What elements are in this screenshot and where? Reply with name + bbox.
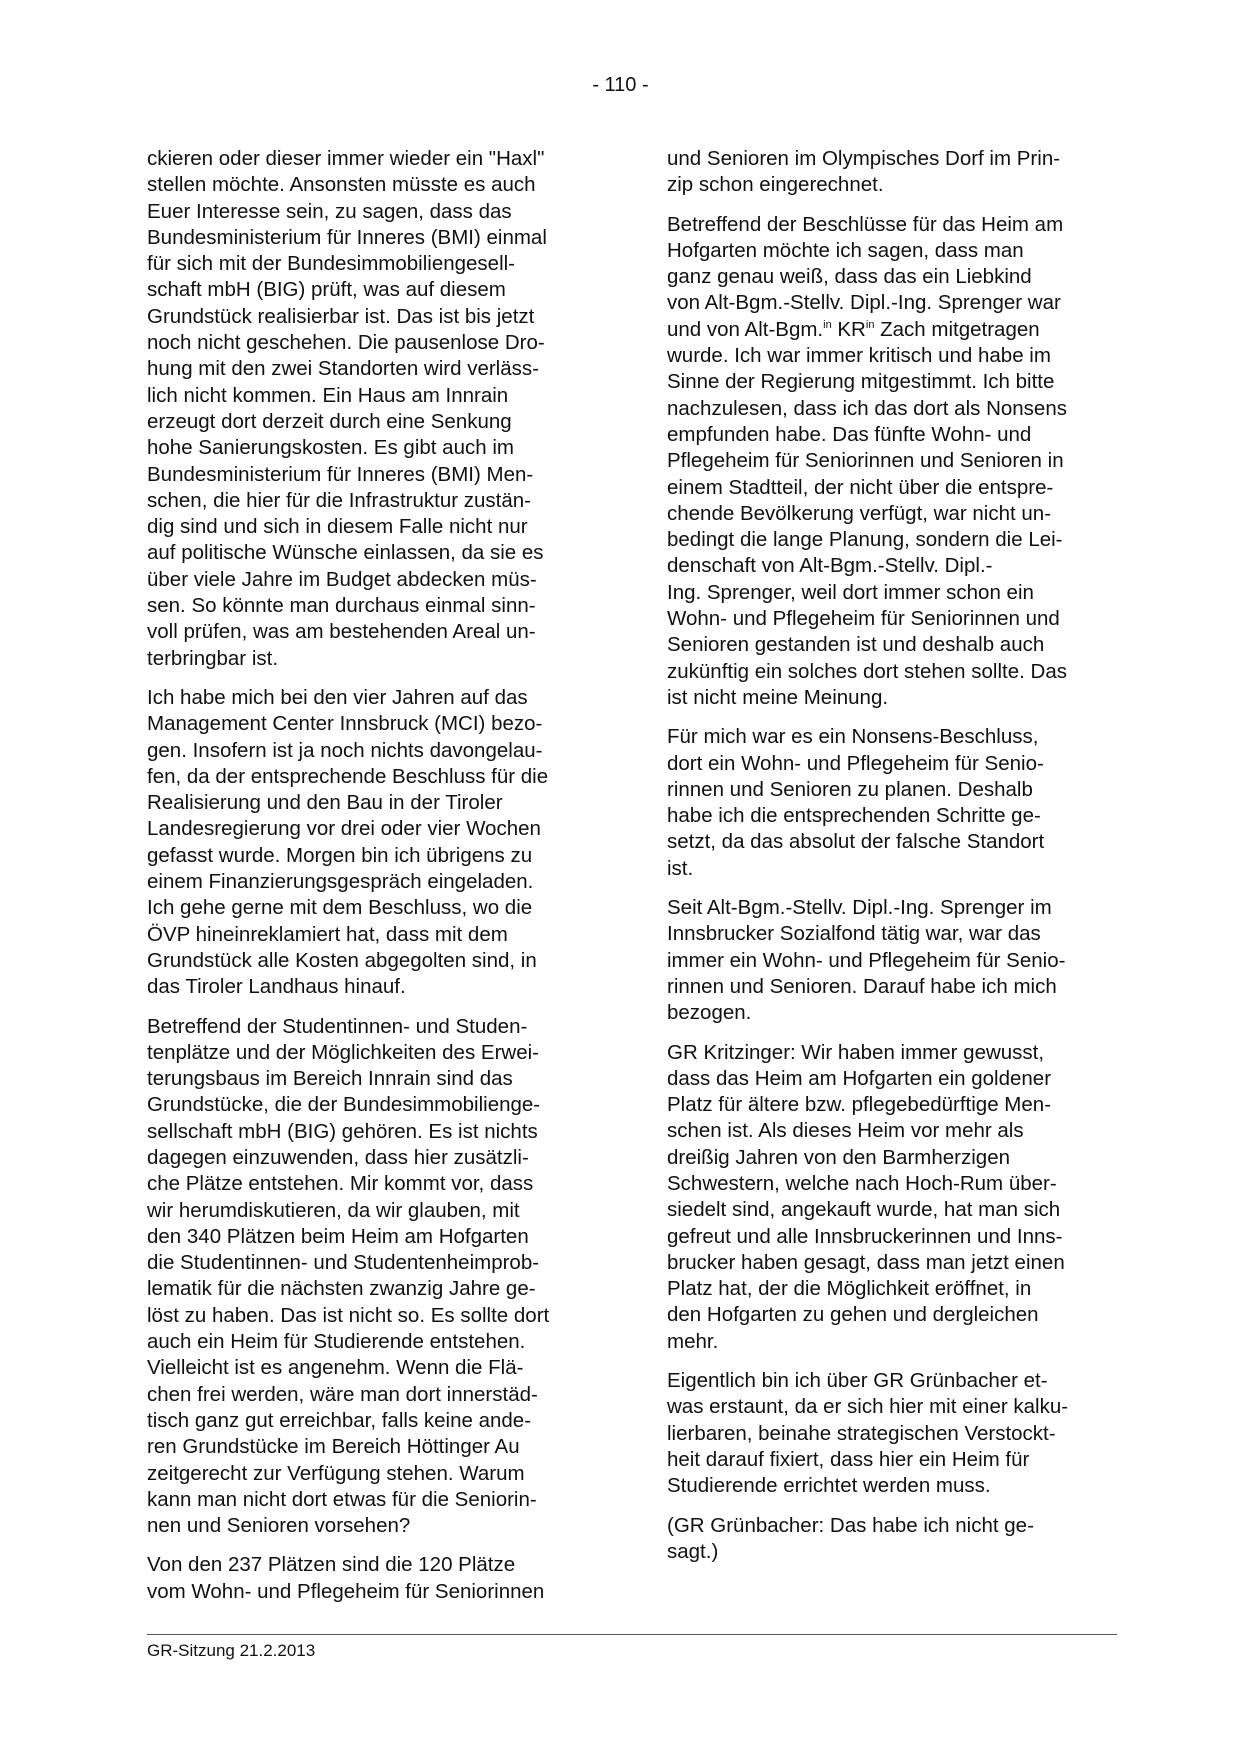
text-line: (GR Grünbacher: Das habe ich nicht ge-: [667, 1513, 1034, 1537]
text-line: sagt.): [667, 1539, 719, 1563]
text-line: nachzulesen, dass ich das dort als Nonsens: [667, 396, 1067, 420]
text-line: zeitgerecht zur Verfügung stehen. Warum: [147, 1461, 525, 1485]
text-fragment: KR: [831, 317, 866, 341]
text-line: den 340 Plätzen beim Heim am Hofgarten: [147, 1224, 529, 1248]
text-line: für sich mit der Bundesimmobiliengesell-: [147, 252, 516, 276]
text-line: gefreut und alle Innsbruckerinnen und Inns-: [667, 1224, 1063, 1248]
text-line: Betreffend der Studentinnen- und Studen-: [147, 1014, 528, 1038]
superscript: in: [865, 318, 875, 331]
text-line: dreißig Jahren von den Barmherzigen: [667, 1145, 1010, 1169]
text-line: voll prüfen, was am bestehenden Areal un-: [147, 620, 536, 644]
text-line: das Tiroler Landhaus hinauf.: [147, 975, 406, 999]
text-line: Vielleicht ist es angenehm. Wenn die Flä-: [147, 1356, 524, 1380]
text-line: dagegen einzuwenden, dass hier zusätzli-: [147, 1145, 529, 1169]
text-line: Für mich war es ein Nonsens-Beschluss,: [667, 725, 1039, 749]
text-line: denschaft von Alt-Bgm.-Stellv. Dipl.-: [667, 554, 993, 578]
text-line: kann man nicht dort etwas für die Seniorin-: [147, 1487, 537, 1511]
text-line: ren Grundstücke im Bereich Höttinger Au: [147, 1435, 520, 1459]
text-line: Sinne der Regierung mitgestimmt. Ich bitte: [667, 370, 1055, 394]
text-line: setzt, da das absolut der falsche Standort: [667, 830, 1045, 854]
paragraph: [667, 1513, 1119, 1566]
text-line: einem Stadtteil, der nicht über die entspre-: [667, 475, 1054, 499]
text-line-with-superscripts: [667, 317, 1119, 343]
text-line: tisch ganz gut erreichbar, falls keine ande-: [147, 1408, 532, 1432]
text-fragment: Zach mitgetragen: [874, 317, 1040, 341]
text-line: Studierende errichtet werden muss.: [667, 1474, 991, 1498]
text-line: Betreffend der Beschlüsse für das Heim am: [667, 212, 1064, 236]
text-line: und Senioren im Olympisches Dorf im Prin-: [667, 147, 1061, 170]
text-line: dig sind und sich in diesem Falle nicht nur: [147, 515, 528, 539]
text-line: rinnen und Senioren. Darauf habe ich mich: [667, 974, 1057, 998]
left-column: [147, 146, 599, 1618]
paragraph: [147, 1014, 599, 1540]
text-line: bezogen.: [667, 1001, 752, 1025]
text-line: Platz für ältere bzw. pflegebedürftige Men-: [667, 1093, 1052, 1117]
text-line: hohe Sanierungskosten. Es gibt auch im: [147, 436, 514, 460]
paragraph: [667, 212, 1119, 712]
text-line: Realisierung und den Bau in der Tiroler: [147, 791, 503, 815]
text-line: brucker haben gesagt, dass man jetzt einen: [667, 1250, 1065, 1274]
paragraph: [667, 146, 1119, 199]
text-line: gefasst wurde. Morgen bin ich übrigens zu: [147, 843, 533, 867]
right-column: [667, 146, 1119, 1578]
paragraph: [147, 1552, 599, 1605]
text-line: löst zu haben. Das ist nicht so. Es sollte dort: [147, 1303, 550, 1327]
text-line: wurde. Ich war immer kritisch und habe im: [667, 344, 1051, 368]
text-line: die Studentinnen- und Studentenheimprob-: [147, 1251, 540, 1275]
text-line: sellschaft mbH (BIG) gehören. Es ist nichts: [147, 1119, 538, 1143]
text-line: mehr.: [667, 1329, 719, 1353]
text-line: auch ein Heim für Studierende entstehen.: [147, 1330, 526, 1354]
text-line: gen. Insofern ist ja noch nichts davongelau-: [147, 738, 543, 762]
text-line: tenplätze und der Möglichkeiten des Erwei-: [147, 1040, 539, 1064]
text-line: Ich habe mich bei den vier Jahren auf das: [147, 685, 528, 709]
text-line: noch nicht geschehen. Die pausenlose Dro-: [147, 331, 545, 355]
paragraph: [667, 1040, 1119, 1356]
text-line: Pflegeheim für Seniorinnen und Senioren in: [667, 449, 1064, 473]
text-line: lich nicht kommen. Ein Haus am Innrain: [147, 383, 509, 407]
text-line: empfunden habe. Das fünfte Wohn- und: [667, 422, 1032, 446]
text-line: bedingt die lange Planung, sondern die Lei-: [667, 528, 1063, 552]
text-line: von Alt-Bgm.-Stellv. Dipl.-Ing. Sprenger war: [667, 291, 1061, 315]
paragraph: [147, 685, 599, 1001]
paragraph: [667, 724, 1119, 882]
text-line: Innsbrucker Sozialfond tätig war, war das: [667, 922, 1041, 946]
paragraph: [667, 895, 1119, 1026]
text-line: terbringbar ist.: [147, 646, 279, 670]
text-line: schaft mbH (BIG) prüft, was auf diesem: [147, 278, 506, 302]
text-line: Von den 237 Plätzen sind die 120 Plätze: [147, 1553, 516, 1577]
text-line: erzeugt dort derzeit durch eine Senkung: [147, 409, 512, 433]
text-line: vom Wohn- und Pflegeheim für Seniorinnen: [147, 1579, 545, 1603]
text-line: sen. So könnte man durchaus einmal sinn-: [147, 594, 536, 618]
text-line: heit darauf fixiert, dass hier ein Heim für: [667, 1447, 1030, 1471]
text-line: schen, die hier für die Infrastruktur zustän-: [147, 488, 531, 512]
paragraph: [147, 146, 599, 672]
text-line: stellen möchte. Ansonsten müsste es auch: [147, 173, 536, 197]
paragraph: [667, 1368, 1119, 1499]
text-line: Bundesministerium für Inneres (BMI) Men-: [147, 462, 534, 486]
text-line: auf politische Wünsche einlassen, da sie es: [147, 541, 544, 565]
text-line: Grundstück realisierbar ist. Das ist bis jetzt: [147, 304, 535, 328]
text-line: Eigentlich bin ich über GR Grünbacher et-: [667, 1369, 1048, 1393]
superscript: in: [823, 318, 832, 331]
text-line: einem Finanzierungsgespräch eingeladen.: [147, 870, 534, 894]
text-line: Landesregierung vor drei oder vier Wochen: [147, 817, 541, 841]
text-line: Wohn- und Pflegeheim für Seniorinnen und: [667, 607, 1060, 631]
text-line: über viele Jahre im Budget abdecken müs-: [147, 567, 537, 591]
text-line: chende Bevölkerung verfügt, war nicht un-: [667, 501, 1052, 525]
text-line: chen frei werden, wäre man dort innerstäd-: [147, 1382, 538, 1406]
footer-divider: [147, 1634, 1117, 1635]
text-line: Senioren gestanden ist und deshalb auch: [667, 633, 1045, 657]
text-line: zukünftig ein solches dort stehen sollte. Das: [667, 659, 1067, 683]
page-number: - 110 -: [592, 74, 649, 96]
text-line: schen ist. Als dieses Heim vor mehr als: [667, 1119, 1024, 1143]
text-line: ganz genau weiß, dass das ein Liebkind: [667, 265, 1032, 289]
text-line: lierbaren, beinahe strategischen Verstockt-: [667, 1421, 1056, 1445]
text-line: wir herumdiskutieren, da wir glauben, mit: [147, 1198, 520, 1222]
text-line: fen, da der entsprechende Beschluss für die: [147, 764, 549, 788]
text-fragment: und von Alt-Bgm.: [667, 317, 824, 341]
text-line: terungsbaus im Bereich Innrain sind das: [147, 1067, 513, 1091]
text-line: ckieren oder dieser immer wieder ein "Haxl": [147, 147, 545, 170]
text-line: Grundstück alle Kosten abgegolten sind, in: [147, 948, 537, 972]
text-line: dass das Heim am Hofgarten ein goldener: [667, 1066, 1052, 1090]
text-line: den Hofgarten zu gehen und dergleichen: [667, 1303, 1039, 1327]
text-line: hung mit den zwei Standorten wird verläss-: [147, 357, 539, 381]
text-line: was erstaunt, da er sich hier mit einer kalku-: [667, 1395, 1069, 1419]
text-line: Ing. Sprenger, weil dort immer schon ein: [667, 580, 1034, 604]
text-line: Bundesministerium für Inneres (BMI) einmal: [147, 225, 547, 249]
text-line: ist nicht meine Meinung.: [667, 685, 889, 709]
text-line: siedelt sind, angekauft wurde, hat man sich: [667, 1198, 1061, 1222]
text-line: Ich gehe gerne mit dem Beschluss, wo die: [147, 896, 533, 920]
text-line: zip schon eingerechnet.: [667, 173, 884, 197]
footer-session-label: GR-Sitzung 21.2.2013: [147, 1641, 316, 1660]
text-line: immer ein Wohn- und Pflegeheim für Senio-: [667, 948, 1066, 972]
text-line: Euer Interesse sein, zu sagen, dass das: [147, 199, 512, 223]
text-line: ist.: [667, 856, 694, 880]
text-line: Grundstücke, die der Bundesimmobilienge-: [147, 1093, 541, 1117]
text-line: Schwestern, welche nach Hoch-Rum über-: [667, 1171, 1057, 1195]
text-line: lematik für die nächsten zwanzig Jahre ge-: [147, 1277, 536, 1301]
text-line: nen und Senioren vorsehen?: [147, 1514, 411, 1538]
text-line: dort ein Wohn- und Pflegeheim für Senio-: [667, 751, 1044, 775]
text-line: Seit Alt-Bgm.-Stellv. Dipl.-Ing. Sprenger im: [667, 896, 1052, 920]
text-line: Management Center Innsbruck (MCI) bezo-: [147, 712, 543, 736]
text-line: che Plätze entstehen. Mir kommt vor, dass: [147, 1172, 534, 1196]
text-line: Platz hat, der die Möglichkeit eröffnet, in: [667, 1277, 1032, 1301]
text-line: Hofgarten möchte ich sagen, dass man: [667, 238, 1024, 262]
text-line: GR Kritzinger: Wir haben immer gewusst,: [667, 1040, 1045, 1064]
text-line: habe ich die entsprechenden Schritte ge-: [667, 804, 1041, 828]
text-line: rinnen und Senioren zu planen. Deshalb: [667, 777, 1033, 801]
text-line: ÖVP hineinreklamiert hat, dass mit dem: [147, 922, 508, 946]
